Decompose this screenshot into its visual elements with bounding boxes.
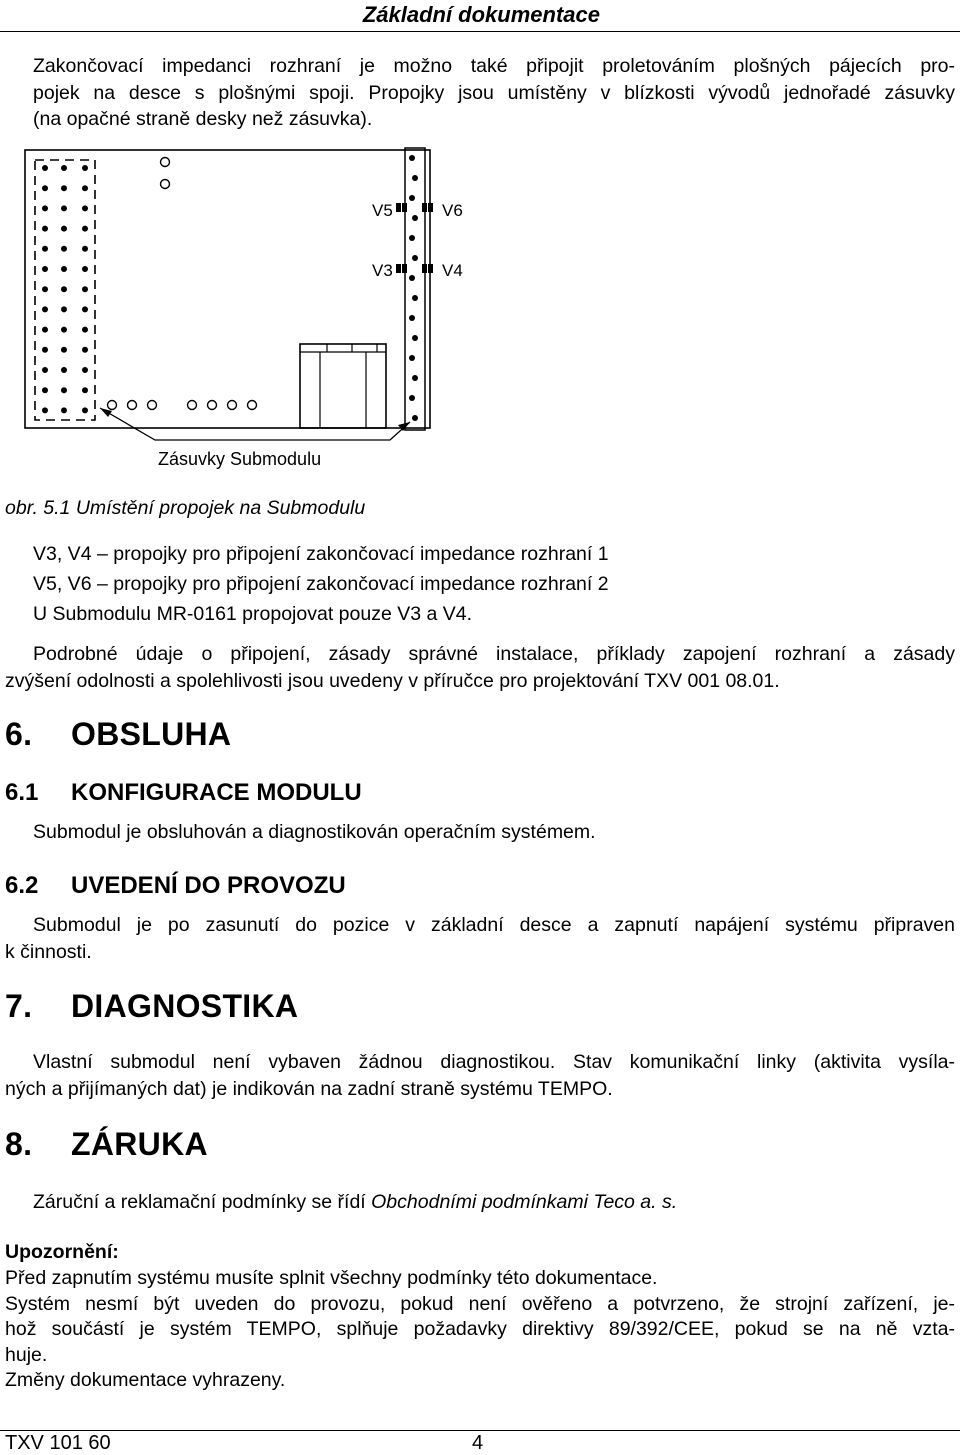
jumper-line: U Submodulu MR-0161 propojovat pouze V3 a V4. bbox=[33, 603, 473, 625]
socket-pin bbox=[82, 347, 88, 353]
heading-number: 7. bbox=[5, 988, 33, 1024]
socket-pin bbox=[42, 407, 48, 413]
socket-pin bbox=[61, 367, 67, 373]
jumper-line: V5, V6 – propojky pro připojení zakončovací impedance rozhraní 2 bbox=[33, 573, 609, 595]
section-8-text-italic: Obchodními podmínkami Teco a. s. bbox=[371, 1191, 678, 1213]
sockets-pointer bbox=[100, 408, 410, 440]
submodule-diagram bbox=[0, 140, 960, 480]
socket-pin bbox=[412, 375, 418, 381]
details-line: Podrobné údaje o připojení, zásady správné instalace, příklady zapojení rozhraní a zásady bbox=[33, 643, 955, 665]
socket-pin bbox=[82, 286, 88, 292]
intro-line: Zakončovací impedanci rozhraní je možno také připojit proletováním plošných pájecích pro- bbox=[33, 55, 955, 77]
jumper-v4 bbox=[422, 264, 433, 273]
section-line: Submodul je po zasunutí do pozice v základní desce a zapnutí napájení systému připraven bbox=[33, 914, 955, 936]
socket-pin bbox=[61, 347, 67, 353]
heading-7 bbox=[5, 988, 298, 1025]
via-hole bbox=[208, 401, 217, 410]
socket-pin bbox=[42, 387, 48, 393]
socket-pin bbox=[61, 226, 67, 232]
heading-8 bbox=[5, 1126, 208, 1163]
jumper-line: V3, V4 – propojky pro připojení zakončovací impedance rozhraní 1 bbox=[33, 543, 609, 565]
socket-pin bbox=[409, 315, 415, 321]
socket-pin bbox=[82, 226, 88, 232]
via-hole bbox=[188, 401, 197, 410]
warning-line: hož součástí je systém TEMPO, splňuje požadavky direktivy 89/392/CEE, pokud se na ně vzta- bbox=[5, 1318, 955, 1340]
socket-pin bbox=[61, 185, 67, 191]
socket-pin bbox=[61, 286, 67, 292]
socket-pin bbox=[42, 246, 48, 252]
heading-title: DIAGNOSTIKA bbox=[71, 988, 299, 1024]
section-line: Vlastní submodul není vybaven žádnou diagnostikou. Stav komunikační linky (aktivita vysíla- bbox=[33, 1051, 955, 1073]
socket-pin bbox=[412, 255, 418, 261]
footer-rule bbox=[0, 1430, 960, 1431]
double-row-socket-pins bbox=[42, 165, 88, 413]
socket-pin bbox=[82, 327, 88, 333]
heading-6-1 bbox=[5, 779, 362, 807]
socket-pin bbox=[42, 306, 48, 312]
socket-pin bbox=[82, 387, 88, 393]
socket-pin bbox=[409, 155, 415, 161]
warning-title: Upozornění: bbox=[5, 1241, 119, 1263]
socket-pin bbox=[82, 266, 88, 272]
heading-title: OBSLUHA bbox=[71, 716, 232, 752]
socket-pin bbox=[82, 185, 88, 191]
component-outline bbox=[300, 344, 386, 428]
section-6-2-text bbox=[5, 912, 955, 965]
socket-pin bbox=[409, 275, 415, 281]
warning-text bbox=[5, 1266, 955, 1394]
socket-pin bbox=[61, 306, 67, 312]
via-hole bbox=[128, 401, 137, 410]
socket-pin bbox=[42, 286, 48, 292]
heading-title: ZÁRUKA bbox=[71, 1126, 208, 1162]
socket-pin bbox=[42, 367, 48, 373]
label-v5: V5 bbox=[372, 201, 393, 220]
bottom-holes bbox=[108, 401, 257, 410]
jumper-v5 bbox=[396, 203, 407, 212]
socket-pin bbox=[412, 215, 418, 221]
warning-line: huje. bbox=[5, 1343, 48, 1366]
heading-number: 8. bbox=[5, 1126, 33, 1162]
socket-pin bbox=[409, 195, 415, 201]
header-rule bbox=[0, 31, 960, 32]
running-header: Základní dokumentace bbox=[362, 2, 600, 27]
intro-line: pojek na desce s plošnými spoji. Propojky jsou umístěny v blízkosti vývodů jednořadé zásuvky bbox=[33, 81, 955, 104]
section-7-text bbox=[5, 1049, 955, 1102]
figure-caption: obr. 5.1 Umístění propojek na Submodulu bbox=[5, 497, 366, 519]
socket-pin bbox=[61, 205, 67, 211]
details-line: zvýšení odolnosti a spolehlivosti jsou uvedeny v příručce pro projektování TXV 001 08.01. bbox=[5, 669, 780, 692]
socket-pin bbox=[42, 205, 48, 211]
intro-line: (na opačné straně desky než zásuvka). bbox=[33, 108, 373, 130]
socket-pin bbox=[82, 407, 88, 413]
socket-pin bbox=[409, 235, 415, 241]
footer-page-number: 4 bbox=[472, 1432, 484, 1454]
section-6-1-text: Submodul je obsluhován a diagnostikován operačním systémem. bbox=[33, 821, 596, 843]
socket-pin bbox=[412, 295, 418, 301]
socket-pin bbox=[82, 205, 88, 211]
via-hole bbox=[248, 401, 257, 410]
socket-pin bbox=[412, 175, 418, 181]
socket-pin bbox=[61, 266, 67, 272]
warning-line: Změny dokumentace vyhrazeny. bbox=[5, 1369, 286, 1391]
socket-pin bbox=[412, 335, 418, 341]
section-line: ných a přijímaných dat) je indikován na zadní straně systému TEMPO. bbox=[5, 1077, 613, 1100]
heading-number: 6. bbox=[5, 716, 33, 752]
mounting-hole bbox=[161, 158, 170, 167]
socket-pin bbox=[412, 415, 418, 421]
single-row-socket-outline bbox=[405, 148, 425, 430]
socket-pin bbox=[61, 246, 67, 252]
section-8-text bbox=[33, 1189, 677, 1215]
socket-pin bbox=[42, 165, 48, 171]
label-v6: V6 bbox=[442, 201, 463, 220]
footer-doc-number: TXV 101 60 bbox=[5, 1432, 111, 1454]
via-hole bbox=[148, 401, 157, 410]
heading-title: KONFIGURACE MODULU bbox=[71, 779, 362, 806]
socket-pin bbox=[82, 367, 88, 373]
socket-pin bbox=[82, 306, 88, 312]
socket-pin bbox=[61, 327, 67, 333]
section-8-text-plain: Záruční a reklamační podmínky se řídí bbox=[33, 1191, 372, 1213]
single-row-socket-pins bbox=[409, 155, 418, 421]
sockets-label: Zásuvky Submodulu bbox=[158, 449, 322, 469]
socket-pin bbox=[409, 395, 415, 401]
socket-pin bbox=[82, 246, 88, 252]
socket-pin bbox=[42, 327, 48, 333]
heading-number: 6.1 bbox=[5, 779, 39, 806]
heading-number: 6.2 bbox=[5, 872, 39, 899]
section-line: k činnosti. bbox=[5, 940, 92, 963]
jumper-v6 bbox=[422, 203, 433, 212]
socket-pin bbox=[61, 387, 67, 393]
socket-pin bbox=[82, 165, 88, 171]
details-paragraph bbox=[5, 641, 955, 694]
label-v4: V4 bbox=[442, 261, 463, 280]
heading-6 bbox=[5, 716, 231, 753]
socket-pin bbox=[42, 266, 48, 272]
socket-pin bbox=[42, 347, 48, 353]
socket-pin bbox=[42, 226, 48, 232]
jumper-list bbox=[33, 541, 609, 627]
via-hole bbox=[108, 401, 117, 410]
jumper-v3 bbox=[396, 264, 407, 273]
mounting-hole bbox=[161, 180, 170, 189]
label-v3: V3 bbox=[372, 261, 393, 280]
intro-paragraph bbox=[33, 53, 955, 133]
socket-pin bbox=[409, 355, 415, 361]
via-hole bbox=[228, 401, 237, 410]
heading-6-2 bbox=[5, 872, 346, 900]
heading-title: UVEDENÍ DO PROVOZU bbox=[71, 872, 346, 899]
socket-pin bbox=[61, 407, 67, 413]
socket-pin bbox=[42, 185, 48, 191]
warning-line: Před zapnutím systému musíte splnit všechny podmínky této dokumentace. bbox=[5, 1267, 658, 1289]
warning-line: Systém nesmí být uveden do provozu, pokud není ověřeno a potvrzeno, že strojní zařízení, je- bbox=[5, 1292, 955, 1315]
socket-pin bbox=[61, 165, 67, 171]
